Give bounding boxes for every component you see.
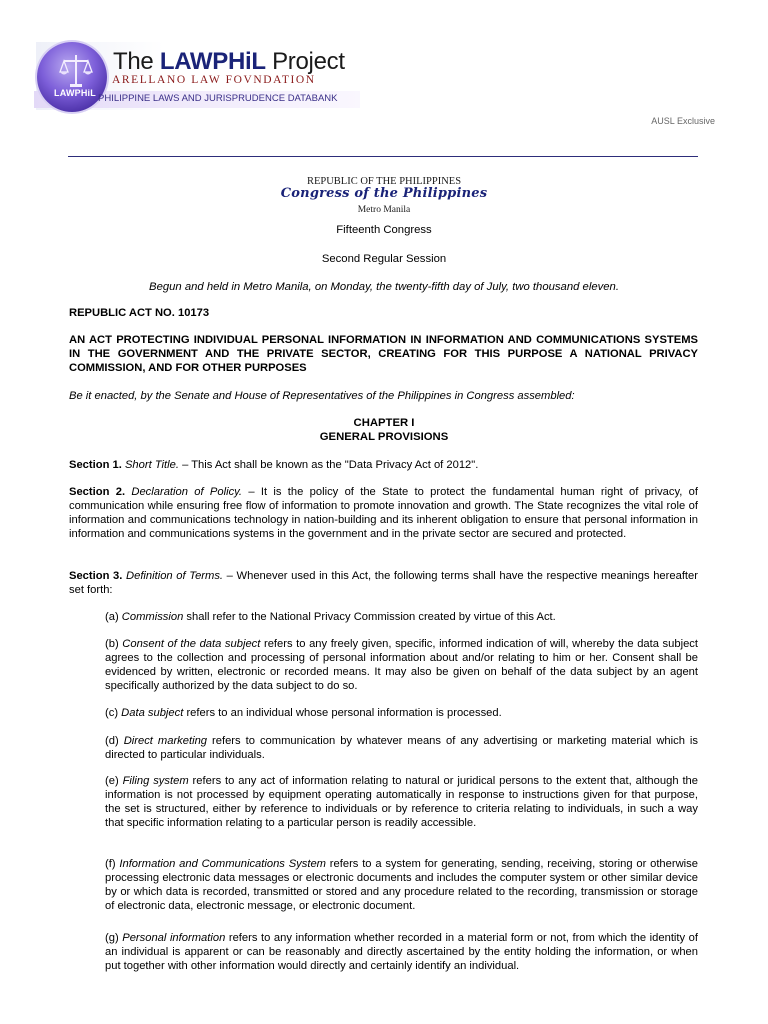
definition-letter: (d) (105, 735, 124, 747)
definition-term: Direct marketing (123, 735, 208, 747)
definition-text: refers to any freely given, specific, informed indication of will, whereby the data subject agrees to the collection and processing of personal information about and/or relating to him or her. Consent shall be evidenced by written, electronic or recorded means. It may also be given on behalf of the data subject by an agent specifically authorized by the data subject to do so. (105, 638, 699, 692)
logo-title (113, 48, 345, 76)
definition-item (105, 734, 698, 762)
section-heading: Definition of Terms. (126, 570, 224, 582)
definition-text: shall refer to the National Privacy Commission created by virtue of this Act. (183, 611, 556, 623)
logo-title-prefix: The (113, 48, 160, 75)
definition-text: refers to a system for generating, sending, receiving, storing or otherwise processing electronic data messages or electronic documents and includes the computer system or other similar device by or which data is recorded, transmitted or stored and any procedure related to the recording, transmission or storage of electronic data, electronic message, or electronic document. (105, 858, 698, 912)
masthead-republic: REPUBLIC OF THE PHILIPPINES (306, 176, 462, 187)
definition-item (105, 931, 698, 973)
session-name: Second Regular Session (321, 253, 447, 265)
congress-number: Fifteenth Congress (336, 224, 432, 236)
section-text: – It is the policy of the State to protect the fundamental human right of privacy, of communication while ensuring free flow of information to promote innovation and growth. The State recognizes the vital role of information and communications technology in nation-building and its inherent obligation to ensure that personal information in information and communications systems in the government and in the private sector are secured and protected. (69, 486, 698, 540)
definition-term: Data subject (121, 707, 184, 719)
definition-text: refers to communication by whatever means of any advertising or marketing material which is directed to particular individuals. (105, 735, 699, 761)
definition-text: refers to any information whether recorded in a material form or not, from which the identity of an individual is apparent or can be reasonably and directly ascertained by the entity holding the information, or when put together with other information would directly and certainly identify an individual. (105, 932, 698, 972)
definition-letter: (e) (105, 775, 123, 787)
definition-term: Filing system (122, 775, 189, 787)
logo-title-brand: LAWPHiL (159, 48, 266, 75)
definition-letter: (a) (105, 611, 122, 623)
definition-item (105, 857, 698, 913)
ausl-exclusive-badge: AUSL Exclusive (651, 116, 715, 126)
chapter-label: CHAPTER I (353, 417, 415, 429)
logo-subtitle: ARELLANO LAW FOVNDATION (112, 74, 316, 86)
logo-title-suffix: Project (265, 48, 345, 75)
section-heading: Short Title. (124, 459, 179, 471)
logo-tagline: PHILIPPINE LAWS AND JURISPRUDENCE DATABANK (98, 93, 338, 104)
definition-text: refers to an individual whose personal information is processed. (183, 707, 502, 719)
definition-letter: (g) (105, 932, 123, 944)
definition-letter: (f) (105, 858, 120, 870)
section-text: – Whenever used in this Act, the following terms shall have the respective meanings hereafter set forth: (69, 570, 698, 596)
definition-text: refers to any act of information relating to natural or juridical persons to the extent that, although the information is not processed by equipment operating automatically in response to instructions given for that purpose, the set is structured, either by reference to individuals or by reference to criteria relating to individuals, in such a way that specific information relating to a particular person is readily accessible. (105, 775, 698, 829)
chapter-title: GENERAL PROVISIONS (319, 431, 449, 443)
lawphil-logo[interactable] (34, 38, 360, 112)
section-2 (69, 485, 698, 541)
definition-term: Consent of the data subject (122, 638, 261, 650)
section-3 (69, 569, 698, 597)
section-text: – This Act shall be known as the "Data Privacy Act of 2012". (178, 459, 479, 471)
section-heading: Declaration of Policy. (131, 486, 243, 498)
definition-item (105, 610, 698, 624)
section-1 (69, 458, 698, 472)
scales-of-justice-icon (59, 52, 93, 90)
definition-item (105, 706, 698, 720)
definition-letter: (c) (105, 707, 122, 719)
masthead-location: Metro Manila (357, 205, 411, 215)
begun-statement: Begun and held in Metro Manila, on Monday, the twenty-fifth day of July, two thousand eleven. (149, 281, 619, 293)
section-label: Section 1. (69, 459, 122, 471)
section-label: Section 2. (69, 486, 126, 498)
act-title: AN ACT PROTECTING INDIVIDUAL PERSONAL INFORMATION IN INFORMATION AND COMMUNICATIONS SYSTEMS IN THE GOVERNMENT AND THE PRIVATE SECTOR, CREATING FOR THIS PURPOSE A NATIONAL PRIVACY COMMISSION, AND FOR OTHER PURPOSES (69, 334, 698, 374)
definition-letter: (b) (105, 638, 123, 650)
definition-item (105, 774, 698, 830)
definition-term: Personal information (122, 932, 226, 944)
logo-emblem (37, 42, 107, 112)
enacting-clause: Be it enacted, by the Senate and House of Representatives of the Philippines in Congress assembled: (69, 390, 575, 402)
definition-item (105, 637, 698, 693)
definition-term: Information and Communications System (119, 858, 326, 870)
logo-emblem-label: LAWPHiL (54, 88, 96, 98)
act-number: REPUBLIC ACT NO. 10173 (69, 307, 210, 319)
masthead-congress: Congress of the Philippines (280, 186, 488, 201)
section-label: Section 3. (69, 570, 123, 582)
definition-term: Commission (121, 611, 184, 623)
header-divider (68, 156, 698, 157)
